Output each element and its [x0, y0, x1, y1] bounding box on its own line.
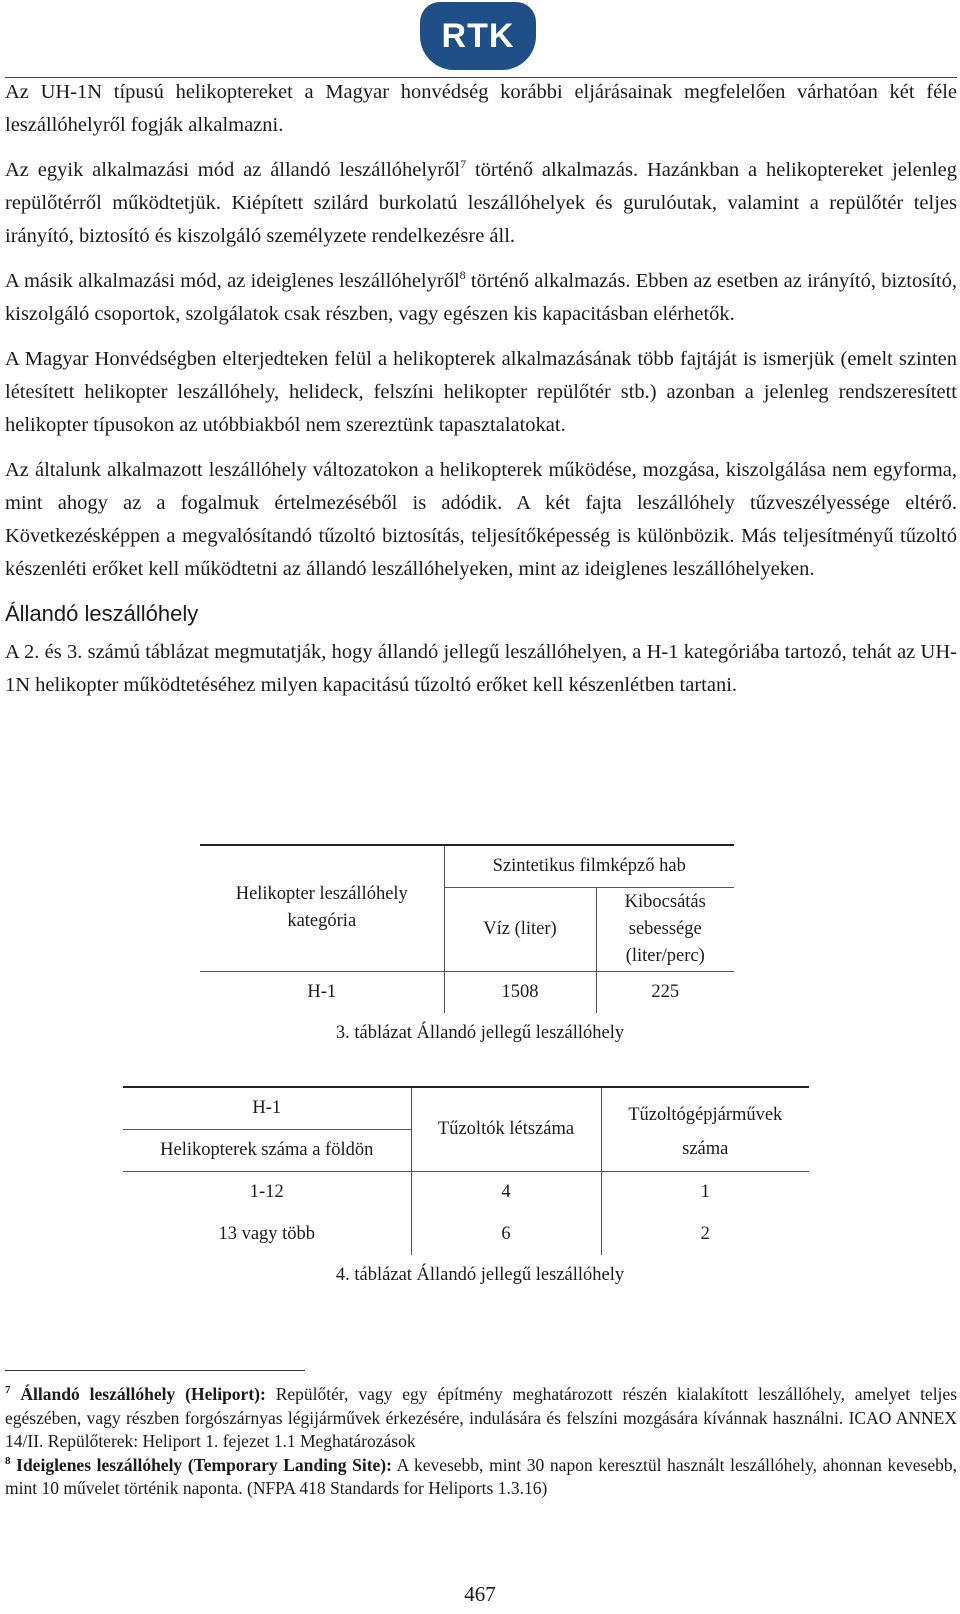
t4-row1-vehicles: 1	[700, 1181, 710, 1202]
paragraph-6: A 2. és 3. számú táblázat megmutatják, hogy állandó jellegű leszállóhelyen, a H-1 kategóriába tartozó, tehát az UH-1N helikopter működtetéséhez milyen kapacitású tűzoltó erőket kell készenlétben tartani.	[5, 641, 957, 696]
t3-category-cell: H-1	[200, 971, 444, 1013]
footnote-8	[5, 1454, 957, 1501]
paragraph-2-a: Az egyik alkalmazási mód az állandó leszállóhelyről	[5, 159, 461, 181]
paragraph-3	[5, 265, 957, 331]
paragraph-1: Az UH-1N típusú helikoptereket a Magyar honvédség korábbi eljárásainak megfelelően várhatóan két féle leszállóhelyről fogják alkalmazni.	[5, 81, 957, 136]
page-number: 467	[464, 1582, 496, 1606]
table-3-caption: 3. táblázat Állandó jellegű leszállóhely	[335, 1023, 625, 1043]
t3-rate-header: Kibocsátás sebessége (liter/perc)	[596, 887, 734, 971]
t3-col1-header: Helikopter leszállóhely kategória	[200, 845, 444, 971]
paragraph-3-a: A másik alkalmazási mód, az ideiglenes leszállóhelyről	[5, 270, 460, 292]
footnote-ref-8[interactable]: 8	[459, 268, 466, 283]
footnote-7-text: Repülőtér, vagy egy építmény meghatározott részén kialakított leszállóhely, amelyet teljes egészében, vagy részben forgószárnyas légijárművek érkezésére, indulására és felszíni mozgására kívánnak használni. ICAO ANNEX 14/II. Repülőterek: Heliport 1. fejezet 1.1 Meghatározások	[5, 1384, 957, 1451]
footnote-ref-7[interactable]: 7	[460, 157, 467, 172]
table-4-caption: 4. táblázat Állandó jellegű leszállóhely	[335, 1265, 625, 1285]
section-heading: Állandó leszállóhely	[5, 601, 199, 626]
paragraph-3-b: történő alkalmazás. Ebben az esetben az irányító, biztosító, kiszolgáló csoportok, szolgálatok csak részben, vagy egészen kis kapacitásban elérhetők.	[5, 270, 957, 325]
paragraph-4: A Magyar Honvédségben elterjedteken felül a helikopterek alkalmazásának több fajtáját is ismerjük (emelt szinten létesített helikopter leszállóhely, helideck, felszíni helikopter repülőtér stb.) azonban a jelenleg rendszeresített helikopter típusokon az utóbbiakból nem szereztünk tapasztalatokat.	[5, 348, 957, 436]
t3-water-header: Víz (liter)	[444, 887, 596, 971]
paragraph-2	[5, 154, 957, 253]
footnotes	[5, 1383, 957, 1501]
table-4	[123, 1086, 809, 1255]
t4-row2-firefighters: 6	[411, 1213, 601, 1255]
footnote-7	[5, 1383, 957, 1454]
t4-row2-count: 13 vagy több	[123, 1213, 411, 1255]
paragraph-5: Az általunk alkalmazott leszállóhely változatokon a helikopterek működése, mozgása, kiszolgálása nem egyforma, mint ahogy az a fogalmuk értelmezéséből is adódik. A két fajta leszállóhely tűzveszélyessége eltérő. Következésképpen a megvalósítandó tűzoltó biztosítás, teljesítőképesség is különbözik. Más teljesítményű tűzoltó készenléti erőket kell működtetni az állandó leszállóhelyeken, mint az ideiglenes leszállóhelyeken.	[5, 459, 957, 580]
rtk-logo	[420, 2, 536, 70]
t4-col1-header-top: H-1	[123, 1087, 411, 1129]
t3-rate-cell: 225	[651, 981, 680, 1002]
paragraph-2-b: történő alkalmazás. Hazánkban a helikoptereket jelenleg repülőtérről működtetjük. Kiépített szilárd burkolatú leszállóhelyek és gurulóutak, valamint a repülőtér teljes irányító, biztosító és kiszolgáló személyzete rendelkezésre áll.	[5, 159, 957, 247]
body-text	[5, 76, 957, 714]
footnote-8-term: Ideiglenes leszállóhely (Temporary Landing Site):	[16, 1454, 392, 1475]
t3-water-cell: 1508	[444, 971, 596, 1013]
footnote-7-number: 7	[5, 1384, 11, 1397]
t4-row2-vehicles: 2	[700, 1223, 710, 1244]
t3-group-header: Szintetikus filmképző hab	[444, 845, 734, 887]
t4-col1-header-bottom: Helikopterek száma a földön	[123, 1129, 411, 1171]
footnote-8-text: A kevesebb, mint 30 napon keresztül használt leszállóhely, ahonnan kevesebb, mint 10 művelet történik naponta. (NFPA 418 Standards for Heliports 1.3.16)	[5, 1454, 957, 1498]
t4-col2-header: Tűzoltók létszáma	[411, 1087, 601, 1171]
table-3	[200, 844, 734, 1013]
footnote-8-number: 8	[5, 1454, 11, 1467]
t4-row1-count: 1-12	[123, 1171, 411, 1213]
t4-row1-firefighters: 4	[411, 1171, 601, 1213]
footnote-7-term: Állandó leszállóhely (Heliport):	[20, 1384, 266, 1404]
logo-text: RTK	[441, 16, 515, 55]
footnote-separator	[5, 1370, 305, 1371]
t4-col3-header-bottom: száma	[601, 1129, 809, 1171]
t4-col3-header-top: Tűzoltógépjárművek	[628, 1105, 783, 1125]
